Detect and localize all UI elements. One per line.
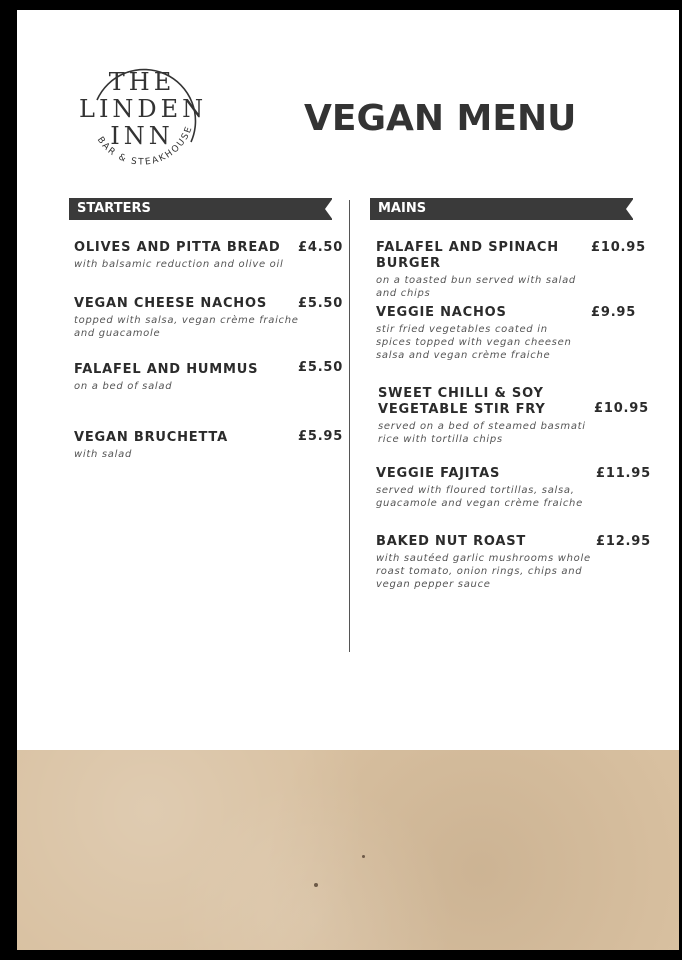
paper-speck bbox=[362, 855, 365, 858]
logo-line-the: THE bbox=[108, 68, 176, 96]
item-name: FALAFEL AND SPINACH BURGER bbox=[376, 240, 559, 271]
item-price: £5.95 bbox=[298, 429, 344, 444]
page-title: VEGAN MENU bbox=[304, 98, 577, 139]
logo-line-linden: LINDEN bbox=[79, 95, 208, 123]
main-item bbox=[378, 386, 586, 446]
starters-header: STARTERS bbox=[69, 198, 332, 220]
main-item bbox=[376, 240, 591, 300]
item-description: with sautéed garlic mushrooms whole roast tomato, onion rings, chips and vegan pepper sauce bbox=[376, 553, 591, 590]
menu-page bbox=[17, 10, 679, 950]
logo-line-inn: INN bbox=[110, 122, 174, 150]
item-description: with balsamic reduction and olive oil bbox=[74, 259, 284, 270]
item-description: with salad bbox=[74, 449, 132, 460]
item-name: BAKED NUT ROAST bbox=[376, 534, 527, 549]
kraft-paper-footer bbox=[17, 750, 679, 950]
item-name: VEGGIE NACHOS bbox=[376, 305, 507, 320]
item-name: VEGAN BRUCHETTA bbox=[74, 430, 228, 445]
main-item bbox=[376, 534, 591, 591]
item-price: £4.50 bbox=[298, 240, 344, 255]
item-description: stir fried vegetables coated in spices topped with vegan cheesen salsa and vegan crème fraiche bbox=[376, 324, 572, 361]
main-item bbox=[376, 466, 591, 510]
item-price: £11.95 bbox=[596, 466, 651, 481]
item-name: FALAFEL AND HUMMUS bbox=[74, 362, 259, 377]
item-description: served with floured tortillas, salsa, guacamole and vegan crème fraiche bbox=[376, 485, 583, 509]
item-price: £10.95 bbox=[594, 401, 649, 416]
item-description: served on a bed of steamed basmati rice with tortilla chips bbox=[378, 421, 586, 445]
item-description: on a bed of salad bbox=[74, 381, 173, 392]
starter-item bbox=[74, 240, 304, 271]
item-price: £12.95 bbox=[596, 534, 651, 549]
item-name: SWEET CHILLI & SOY VEGETABLE STIR FRY bbox=[378, 386, 546, 417]
logo-arc-text: BAR & STEAKHOUSE bbox=[94, 124, 196, 168]
starter-item bbox=[74, 430, 299, 461]
linden-inn-logo bbox=[79, 52, 208, 178]
item-description: on a toasted bun served with salad and chips bbox=[376, 275, 576, 299]
item-description: topped with salsa, vegan crème fraiche and guacamole bbox=[74, 315, 299, 339]
paper-speck bbox=[314, 883, 318, 887]
item-name: OLIVES AND PITTA BREAD bbox=[74, 240, 281, 255]
item-name: VEGAN CHEESE NACHOS bbox=[74, 296, 268, 311]
item-price: £5.50 bbox=[298, 296, 344, 311]
item-price: £5.50 bbox=[298, 360, 344, 375]
item-name: VEGGIE FAJITAS bbox=[376, 466, 501, 481]
item-price: £9.95 bbox=[591, 305, 637, 320]
item-price: £10.95 bbox=[591, 240, 646, 255]
starter-item bbox=[74, 362, 299, 393]
column-divider bbox=[349, 200, 350, 652]
mains-header: MAINS bbox=[370, 198, 633, 220]
starter-item bbox=[74, 296, 299, 340]
main-item bbox=[376, 305, 591, 362]
